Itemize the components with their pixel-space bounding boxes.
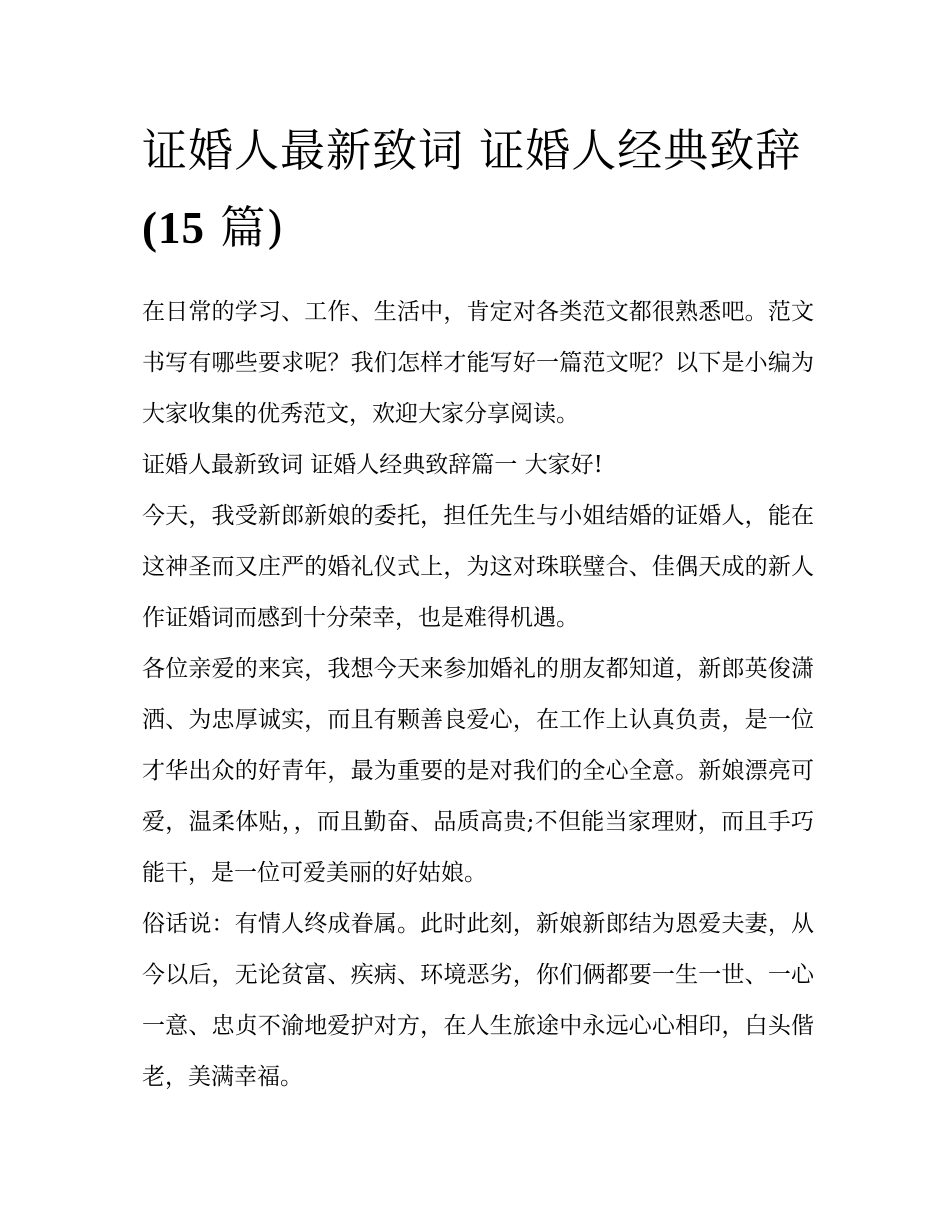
title-text: 证婚人最新致词 证婚人经典致辞: [142, 124, 802, 177]
title-count: (15: [142, 203, 205, 253]
title-count-unit: 篇): [205, 201, 285, 254]
document-page: [142, 112, 814, 1103]
document-title: [142, 112, 814, 267]
intro-paragraph: 在日常的学习、工作、生活中，肯定对各类范文都很熟悉吧。范文书写有哪些要求呢？我们怎样才能写好一篇范文呢？以下是小编为大家收集的优秀范文，欢迎大家分享阅读。: [142, 299, 814, 427]
body-paragraph: 各位亲爱的来宾，我想今天来参加婚礼的朋友都知道，新郎英俊潇洒、为忠厚诚实，而且有颗善良爱心，在工作上认真负责，是一位才华出众的好青年，最为重要的是对我们的全心全意。新娘漂亮可爱，温柔体贴，，而且勤奋、品质高贵;不但能当家理财，而且手巧能干，是一位可爱美丽的好姑娘。: [142, 656, 814, 886]
body-paragraph: 今天，我受新郎新娘的委托，担任先生与小姐结婚的证婚人，能在这神圣而又庄严的婚礼仪式上，为这对珠联璧合、佳偶天成的新人作证婚词而感到十分荣幸，也是难得机遇。: [142, 503, 814, 631]
body-paragraph: 俗话说：有情人终成眷属。此时此刻，新娘新郎结为恩爱夫妻，从今以后，无论贫富、疾病、环境恶劣，你们俩都要一生一世、一心一意、忠贞不渝地爱护对方，在人生旅途中永远心心相印，白头偕老，美满幸福。: [142, 911, 814, 1090]
section-heading-paragraph: 证婚人最新致词 证婚人经典致辞篇一 大家好!: [142, 452, 603, 478]
document-body: [142, 287, 814, 1103]
